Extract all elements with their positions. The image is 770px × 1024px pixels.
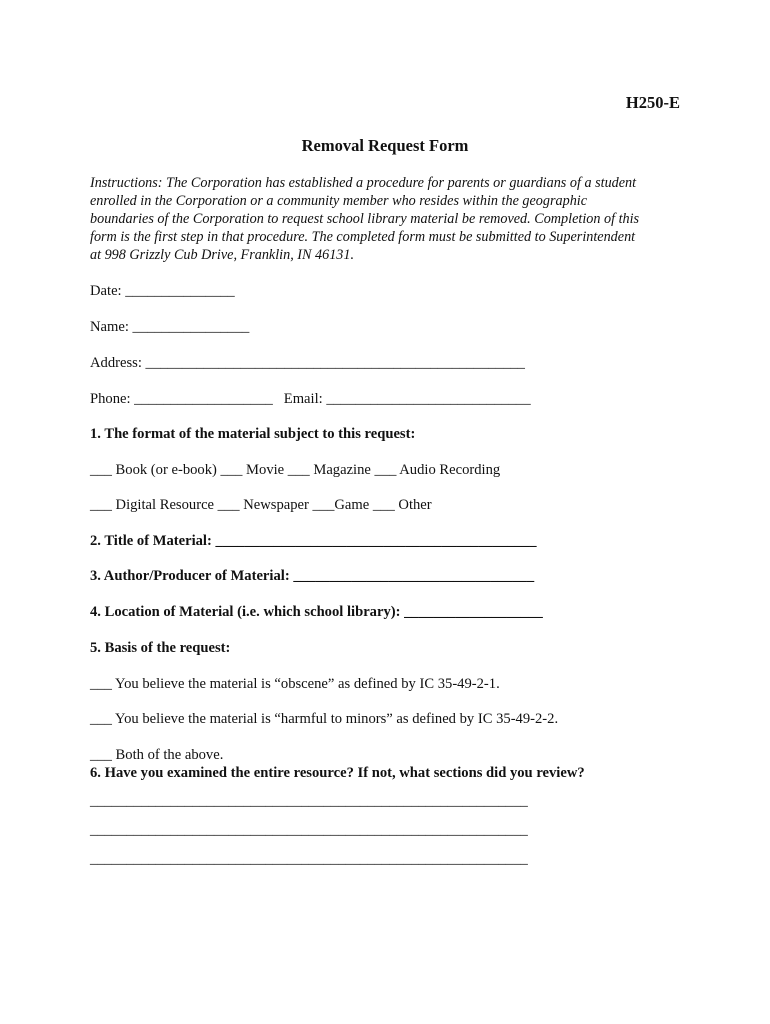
address-field[interactable]: Address: ____________________________________________________ <box>90 355 525 371</box>
basis-option-obscene[interactable]: ___ You believe the material is “obscene” as defined by IC 35-49-2-1. <box>90 676 500 692</box>
format-options-row-2[interactable]: ___ Digital Resource ___ Newspaper ___Game ___ Other <box>90 497 432 513</box>
instructions-line: form is the first step in that procedure. The completed form must be submitted to Superintendent <box>90 229 636 245</box>
format-options-row-1[interactable]: ___ Book (or e-book) ___ Movie ___ Magazine ___ Audio Recording <box>90 462 501 478</box>
date-field[interactable]: Date: _______________ <box>90 283 235 299</box>
format-heading: 1. The format of the material subject to this request: <box>90 426 416 442</box>
form-title: Removal Request Form <box>301 136 469 155</box>
instructions-line: Instructions: The Corporation has established a procedure for parents or guardians of a student <box>90 175 637 191</box>
review-answer-line[interactable]: ____________________________________________________________ <box>90 793 528 809</box>
title-of-material-field[interactable]: 2. Title of Material: ____________________________________________ <box>90 533 537 549</box>
review-answer-line[interactable]: ____________________________________________________________ <box>90 822 528 838</box>
form-code: H250-E <box>625 93 680 112</box>
review-answer-line[interactable]: ____________________________________________________________ <box>90 851 528 867</box>
instructions-line: boundaries of the Corporation to request school library material be removed. Completion of this <box>90 211 640 227</box>
basis-option-harmful[interactable]: ___ You believe the material is “harmful to minors” as defined by IC 35-49-2-2. <box>90 711 559 727</box>
examined-heading: 6. Have you examined the entire resource? If not, what sections did you review? <box>90 765 585 781</box>
phone-email-field[interactable]: Phone: ___________________ Email: ____________________________ <box>90 391 531 407</box>
instructions-line: enrolled in the Corporation or a community member who resides within the geographic <box>90 193 588 209</box>
instructions-paragraph <box>90 174 690 264</box>
location-of-material-field[interactable]: 4. Location of Material (i.e. which school library): ___________________ <box>90 604 543 620</box>
author-producer-field[interactable]: 3. Author/Producer of Material: _________________________________ <box>90 568 535 584</box>
name-field[interactable]: Name: ________________ <box>90 319 250 335</box>
instructions-line: at 998 Grizzly Cub Drive, Franklin, IN 46131. <box>90 247 355 263</box>
basis-option-both[interactable]: ___ Both of the above. <box>90 747 224 763</box>
basis-heading: 5. Basis of the request: <box>90 640 231 656</box>
